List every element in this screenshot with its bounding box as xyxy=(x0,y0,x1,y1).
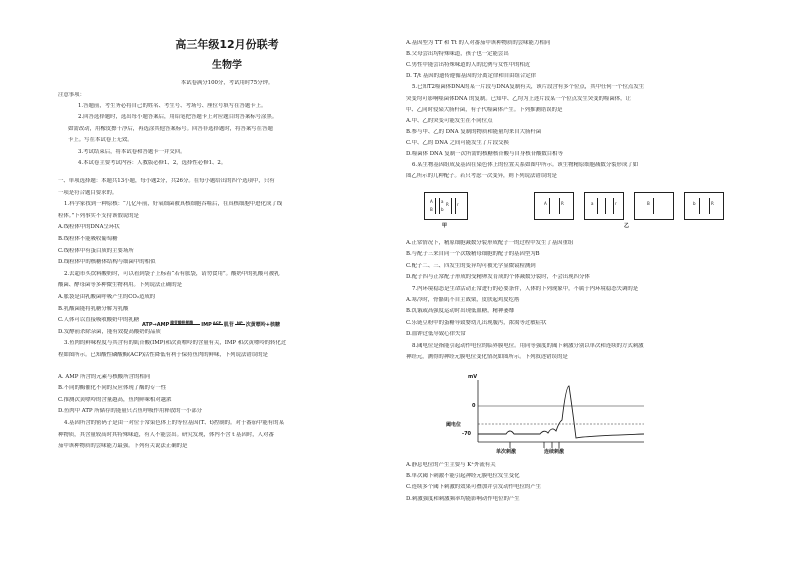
text-line: B.线粒体不能吸收葡萄糖 xyxy=(58,236,118,242)
formula-label-acp: ACP xyxy=(212,320,222,325)
text-line: C.乐链豆粉中的蛋糖导致婴幼儿出现腹泻，浓渴等过敏症状 xyxy=(406,319,547,326)
text-line: D.血钾过低导致心律失常 xyxy=(406,331,466,338)
chromosome xyxy=(451,198,452,214)
chromosome xyxy=(597,198,598,214)
text-line: C.推测次黄嘌呤的含量越高，鱼肉鲜味相对越浓 xyxy=(58,396,172,403)
gene-label: A xyxy=(544,201,547,206)
text-line: A.基因型为 TT 和 Tt 的人对番茄中该种物质的尝味能力相同 xyxy=(406,40,551,46)
imp-conversion-formula xyxy=(142,321,280,328)
gamete-2 xyxy=(584,192,624,220)
potential-curve-svg xyxy=(448,376,648,456)
text-line: D.配子四与正常配子形成的受精卵发育成的个体减数分裂时，不会出现四分体 xyxy=(406,274,590,281)
left-column xyxy=(58,0,396,561)
gene-label: r xyxy=(457,202,459,207)
potential-curve xyxy=(478,386,644,438)
formula-inosine: 肌苷 xyxy=(223,322,234,328)
single-stimulus-label: 单次刺激 xyxy=(496,449,517,455)
text-line: A.甲、乙的突变可能发生在不同位点 xyxy=(406,117,493,124)
figure-cells xyxy=(424,192,734,230)
membrane-potential-graph xyxy=(448,376,648,456)
text-line: 卡上。写在本试卷上无效。 xyxy=(68,137,133,144)
gene-label: a xyxy=(441,199,444,204)
text-line: 酸菌、酵母菌等多种微生物利用。下列说法正确的是 xyxy=(58,282,182,289)
chromosome xyxy=(653,198,654,214)
chromosome xyxy=(435,198,436,214)
text-line: 神经元，测得的神经元膜电位变化情况如图所示。下列叙述错误的是 xyxy=(406,354,568,360)
text-line: D.线粒体中的核糖体结构与细菌中的相似 xyxy=(58,259,156,266)
figure-label-jia: 甲 xyxy=(442,223,448,229)
text-line: A.静息电位的产生主要与 K⁺外流有关 xyxy=(406,462,496,468)
text-line: 2.回答选择题时，选出每小题答案后，用铅笔把答题卡上对应题目的答案标号涂黑。 xyxy=(78,114,278,121)
text-line: D.鱼肉中 ATP 所储存的能量只占鱼呼吸作用释放的一小部分 xyxy=(58,408,203,415)
text-line: 7.内环境稳态是生命活动正常进行的必要条件，人体的下列现象中，不属于内环境稳态失调的是 xyxy=(412,285,639,292)
text-line: C.线粒体中有蛋白质的主要场所 xyxy=(58,247,134,254)
right-column xyxy=(406,0,742,561)
text-line: 3.考试结束后，将本试卷和答题卡一并交回。 xyxy=(78,148,186,155)
gene-label: a xyxy=(591,201,594,206)
text-line: C.男性中能尝出特殊味道的人的比例与女性中的相近 xyxy=(406,62,531,69)
text-line: 程如图所示。已知酸性磷酸酶(ACP)活性降低有利于保持鱼肉的鲜味，下列说法错误的是 xyxy=(58,352,268,358)
formula-hypoxanthine: 次黄嘌呤+核糖 xyxy=(245,322,280,328)
text-line: B.饥饿或高强度运动时出现低血糖，精神萎靡 xyxy=(406,308,515,315)
text-line: 图乙所示的几种配子。若只考虑一次变异，则下列说法错误的是 xyxy=(406,173,557,180)
text-line: D. T/t 基因的遗传遵循基因的分离定律和自由组合定律 xyxy=(406,73,537,80)
text-line: C.配子二、三、四发生的变异均可被光学显微镜检测到 xyxy=(406,262,536,269)
text-line: B.参与甲、乙的 DNA 复制的物质和能量均来自大肠杆菌 xyxy=(406,128,542,135)
text-line: D.噬菌体 DNA 复制一次所需的核糖核苷酸与自身核苷酸数目相等 xyxy=(406,151,563,157)
text-line: 种物质，其含量较高时其特殊味道，有人不能尝出。研究发现，体内不含 t 基因时，人对番 xyxy=(58,431,274,438)
tick-zero: 0 xyxy=(472,403,476,409)
figure-label-yi: 乙 xyxy=(624,223,630,229)
text-line: 一项是符合题目要求的。 xyxy=(58,189,118,196)
gamete-3 xyxy=(634,192,674,220)
gamete-4 xyxy=(684,192,724,220)
text-line: 一、单项选择题：本题共13小题，每小题2分，共26分。在每小题给出的四个选项中，只有 xyxy=(58,178,275,184)
text-line: A.寒冷时，骨骼肌不自主战栗，皮肤起鸡皮疙瘩 xyxy=(406,297,520,303)
gene-label: b xyxy=(693,201,696,206)
exam-meta: 本试卷满分100分，考试用时75分钟。 xyxy=(180,80,274,86)
text-line: A.线粒体中的DNA呈环状 xyxy=(58,224,120,231)
text-line: C.连续多个阈下刺激的效果可叠加并引发动作电位的产生 xyxy=(406,484,542,491)
text-line: B.与配子三来自同一个次级精母细胞的配子的基因型为B xyxy=(406,251,540,258)
text-line: 4.本试卷主要考试内容：人教版必修1、2，选择性必修1、2。 xyxy=(78,160,227,166)
formula-imp: IMP xyxy=(201,322,212,328)
continuous-stimulus-label: 连续刺激 xyxy=(544,449,565,455)
gene-label: r xyxy=(615,201,617,206)
gene-label: b xyxy=(441,207,444,212)
chromosome xyxy=(699,198,700,214)
text-line: 突变均可影响噬菌体DNA 的复制。已知甲、乙均为上述片段某一个位点发生突变的噬菌体，让 xyxy=(406,95,631,102)
exam-subject: 生物学 xyxy=(212,60,242,71)
tick-minus70: -70 xyxy=(462,431,472,437)
chromosome xyxy=(549,198,550,214)
text-line: B.父母尝出均特殊味道，孩子也一定能尝出 xyxy=(406,51,509,58)
text-line: 茄中该种物质的尝味能力最强。下列有关说法正确的是 xyxy=(58,443,188,450)
text-line: 6.某生物基因组成及基因在染色体上的位置关系如图甲所示。该生物精原细胞减数分裂形成了如 xyxy=(412,162,639,169)
text-line: 粒体。”下列事实不支持该假说的是 xyxy=(58,212,139,219)
text-line: 甲、乙同时侵染大肠杆菌，有子代噬菌体产生。下列推测错误的是 xyxy=(406,106,563,113)
gene-label: R xyxy=(446,202,449,207)
text-line: 2.去超市买饮料酸奶时，可以看到袋子上标着“若有胀袋，请勿食用”。酸奶中的乳酸可被乳 xyxy=(64,270,280,277)
gene-label: B xyxy=(647,201,650,206)
text-line: 3.鱼肉的鲜味程度与其含有的肌苷酸(IMP)和次黄嘌呤的含量有关，IMP 和次黄嘌呤的转化过 xyxy=(64,340,287,347)
threshold-label: 阈电位 xyxy=(446,422,462,428)
text-line: B.不同的酶催化不同的反应体现了酶的专一性 xyxy=(58,385,167,392)
formula-label-np: NP xyxy=(236,320,243,325)
text-line: C.甲、乙的 DNA 之间可能发生了片段交换 xyxy=(406,139,509,146)
text-line: 1.答题前，考生务必将自己的姓名、考生号、考场号、座位号填写在答题卡上。 xyxy=(78,103,267,109)
text-line: C.人体可以直接吸收酸奶中的乳糖 xyxy=(58,317,140,324)
gamete-1 xyxy=(534,192,574,220)
formula-label-deaminase: 腺苷酸脱氨酶 xyxy=(170,320,194,325)
text-line: A.正常情况下，精原细胞减数分裂形成配子一的过程中发生了基因重组 xyxy=(406,240,574,246)
text-line: B.单次阈下刺激不能引起神经元膜电位发生变化 xyxy=(406,473,520,480)
text-line: A. AMP 所含的元素与核酸所含的相同 xyxy=(58,373,151,380)
text-line: 5.已知T2噬菌体DNA的某一片段与DNA复制有关，该片段含有多个位点，其中任何一个位点发生 xyxy=(412,84,645,91)
chromosome xyxy=(605,198,606,214)
text-line: 4.基因所含的密码子是由一对位于常染色体上的等位基因(T、t)控制的。对于番茄中能有的某 xyxy=(64,420,284,426)
text-line: B.乳酸菌能将乳糖分解为乳酸 xyxy=(58,305,129,312)
y-axis-label: mV xyxy=(468,374,478,380)
gene-label: A xyxy=(430,199,433,204)
text-line: D.发酵前杀除杂菌，能有效提高酸奶的品质 xyxy=(58,328,161,335)
text-line: 8.阈电位是指能引起动作电位的临界膜电位。用同等强度的阈下刺激分别以单次和连续的方式刺激 xyxy=(412,342,644,349)
text-line: 如需改动，用橡皮擦干净后，再选涂其他答案标号。回答非选择题时，将答案写在答题 xyxy=(68,125,273,132)
text-line: A.胀袋是由乳酸菌呼吸产生的CO₂造成的 xyxy=(58,294,156,300)
formula-atp-amp: ATP→AMP xyxy=(142,322,170,328)
gene-label: R xyxy=(711,201,714,206)
text-line: D.刺激强度和刺激频率均能影响动作电位的产生 xyxy=(406,495,520,502)
text-line: 1.科学家找到一种原核：“几亿年前，好氧细菌被真核细胞吞噬后，在真核细胞中进化成了线 xyxy=(64,201,283,208)
notice-heading: 注意事项： xyxy=(58,92,85,98)
cell-jia xyxy=(424,192,468,220)
gene-label: B xyxy=(430,207,433,212)
gene-label: R xyxy=(561,201,564,206)
exam-title: 高三年级12月份联考 xyxy=(175,38,279,51)
